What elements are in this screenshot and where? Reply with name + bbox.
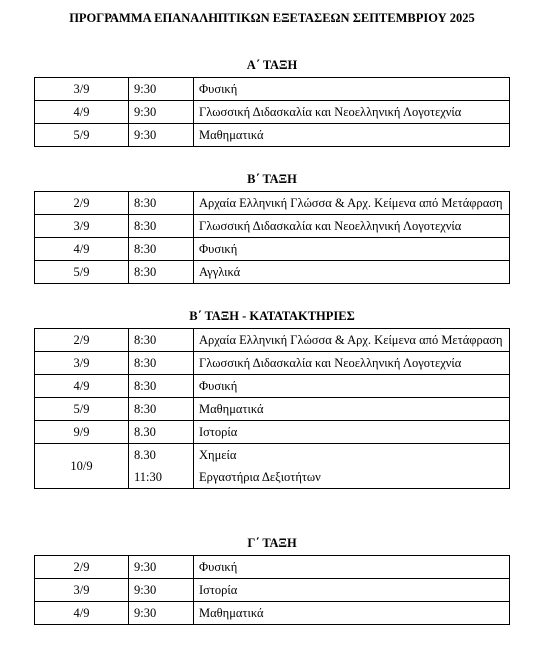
table-row [35,215,510,238]
document-title: ΠΡΟΓΡΑΜΜΑ ΕΠΑΝΑΛΗΠΤΙΚΩΝ ΕΞΕΤΑΣΕΩΝ ΣΕΠΤΕΜΒΡΙΟΥ 2025 [69,11,475,25]
subject-cell: Μαθηματικά [194,602,510,625]
subject-cell: Αρχαία Ελληνική Γλώσσα & Αρχ. Κείμενα από Μετάφραση [194,329,510,352]
table-row [35,398,510,421]
table-row [35,238,510,261]
table-row [35,124,510,147]
section-heading-b-katataktiries: Β΄ ΤΑΞΗ - ΚΑΤΑΤΑΚΤΗΡΙΕΣ [189,309,355,323]
table-row [35,329,510,352]
time-text-2: 11:30 [134,470,163,484]
date-cell: 5/9 [35,124,129,147]
subject-cell: Μαθηματικά [194,398,510,421]
date-cell: 3/9 [35,579,129,602]
subject-cell: Φυσική [194,556,510,579]
time-cell: 9:30 [129,124,194,147]
date-cell [35,444,129,489]
table-row [35,421,510,444]
subject-text-2: Εργαστήρια Δεξιοτήτων [199,470,321,484]
schedule-table-b [34,191,510,284]
subject-cell: Φυσική [194,375,510,398]
date-cell: 2/9 [35,329,129,352]
subject-cell: Γλωσσική Διδασκαλία και Νεοελληνική Λογοτεχνία [194,215,510,238]
date-cell: 9/9 [35,421,129,444]
subject-cell: Αγγλικά [194,261,510,284]
subject-cell: Αρχαία Ελληνική Γλώσσα & Αρχ. Κείμενα από Μετάφραση [194,192,510,215]
time-cell: 8.30 [129,421,194,444]
table-row [35,352,510,375]
time-cell: 8:30 [129,192,194,215]
section-heading-a: Α΄ ΤΑΞΗ [246,58,298,72]
subject-cell: Φυσική [194,78,510,101]
date-cell: 4/9 [35,375,129,398]
schedule-table-b-katataktiries [34,328,510,489]
time-text: 8.30 [134,448,156,462]
schedule-table-a [34,77,510,147]
section-heading-b: Β΄ ΤΑΞΗ [247,172,297,186]
time-cell: 9:30 [129,556,194,579]
time-cell: 8:30 [129,352,194,375]
time-cell: 8:30 [129,329,194,352]
schedule-table-c [34,555,510,625]
date-text: 10/9 [70,459,93,473]
subject-text: Χημεία [199,448,237,462]
time-cell: 8:30 [129,238,194,261]
table-row [35,261,510,284]
table-row [35,78,510,101]
subject-cell: Γλωσσική Διδασκαλία και Νεοελληνική Λογοτεχνία [194,352,510,375]
table-row [35,602,510,625]
date-cell: 4/9 [35,101,129,124]
time-cell: 8:30 [129,398,194,421]
table-row [35,375,510,398]
time-cell: 8:30 [129,375,194,398]
subject-cell: Ιστορία [194,421,510,444]
date-cell: 3/9 [35,215,129,238]
subject-cell [194,444,510,489]
table-row [35,579,510,602]
time-cell: 8:30 [129,261,194,284]
table-row [35,556,510,579]
subject-cell: Μαθηματικά [194,124,510,147]
table-row [35,444,510,489]
time-cell: 9:30 [129,101,194,124]
date-cell: 4/9 [35,238,129,261]
date-cell: 5/9 [35,398,129,421]
date-cell: 5/9 [35,261,129,284]
time-cell [129,444,194,489]
time-cell: 8:30 [129,215,194,238]
time-cell: 9:30 [129,602,194,625]
time-cell: 9:30 [129,579,194,602]
subject-cell: Φυσική [194,238,510,261]
date-cell: 3/9 [35,78,129,101]
subject-cell: Ιστορία [194,579,510,602]
time-cell: 9:30 [129,78,194,101]
subject-cell: Γλωσσική Διδασκαλία και Νεοελληνική Λογοτεχνία [194,101,510,124]
date-cell: 2/9 [35,192,129,215]
date-cell: 2/9 [35,556,129,579]
table-row [35,101,510,124]
date-cell: 3/9 [35,352,129,375]
section-heading-c: Γ΄ ΤΑΞΗ [247,536,297,550]
table-row [35,192,510,215]
date-cell: 4/9 [35,602,129,625]
